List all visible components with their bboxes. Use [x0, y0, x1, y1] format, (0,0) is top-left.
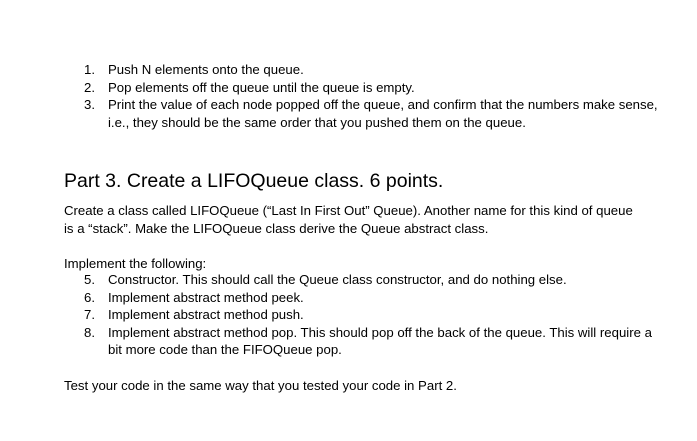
- section-heading: Part 3. Create a LIFOQueue class. 6 points.: [64, 170, 444, 192]
- list-item-number: 8.: [84, 324, 95, 340]
- list-item-text: Implement abstract method pop. This should pop off the back of the queue. This will require a bit more code than the FIFOQueue pop.: [108, 324, 652, 358]
- list-item: [64, 306, 664, 324]
- list-item-text: Print the value of each node popped off the queue, and confirm that the numbers make sense, i.e., they should be the same order that you pushed them on the queue.: [108, 97, 658, 130]
- list-item: [64, 61, 664, 79]
- list-item-text: Implement abstract method push.: [108, 307, 304, 323]
- list-item-text: Implement abstract method peek.: [108, 289, 304, 305]
- list-item: [64, 96, 664, 131]
- closing-paragraph: Test your code in the same way that you tested your code in Part 2.: [64, 378, 457, 393]
- list-item: [64, 79, 664, 97]
- list-item-text: Constructor. This should call the Queue class constructor, and do nothing else.: [108, 272, 567, 287]
- list-item: [64, 271, 664, 289]
- list-item-number: 1.: [84, 62, 95, 77]
- list-item-number: 3.: [84, 97, 95, 113]
- intro-paragraph: Create a class called LIFOQueue (“Last In First Out” Queue). Another name for this kind of queue is a “stack”. Make the LIFOQueue class derive the Queue abstract class.: [64, 203, 633, 236]
- list-item: [64, 324, 664, 359]
- list-item: [64, 289, 664, 307]
- list-item-number: 5.: [84, 272, 95, 287]
- numbered-list-part3: [64, 271, 664, 359]
- list-item-text: Push N elements onto the queue.: [108, 62, 304, 77]
- implement-label: Implement the following:: [64, 256, 207, 271]
- list-item-text: Pop elements off the queue until the queue is empty.: [108, 79, 415, 95]
- list-item-number: 6.: [84, 289, 95, 305]
- list-item-number: 7.: [84, 307, 95, 323]
- numbered-list-part2: [64, 61, 664, 131]
- list-item-number: 2.: [84, 79, 95, 95]
